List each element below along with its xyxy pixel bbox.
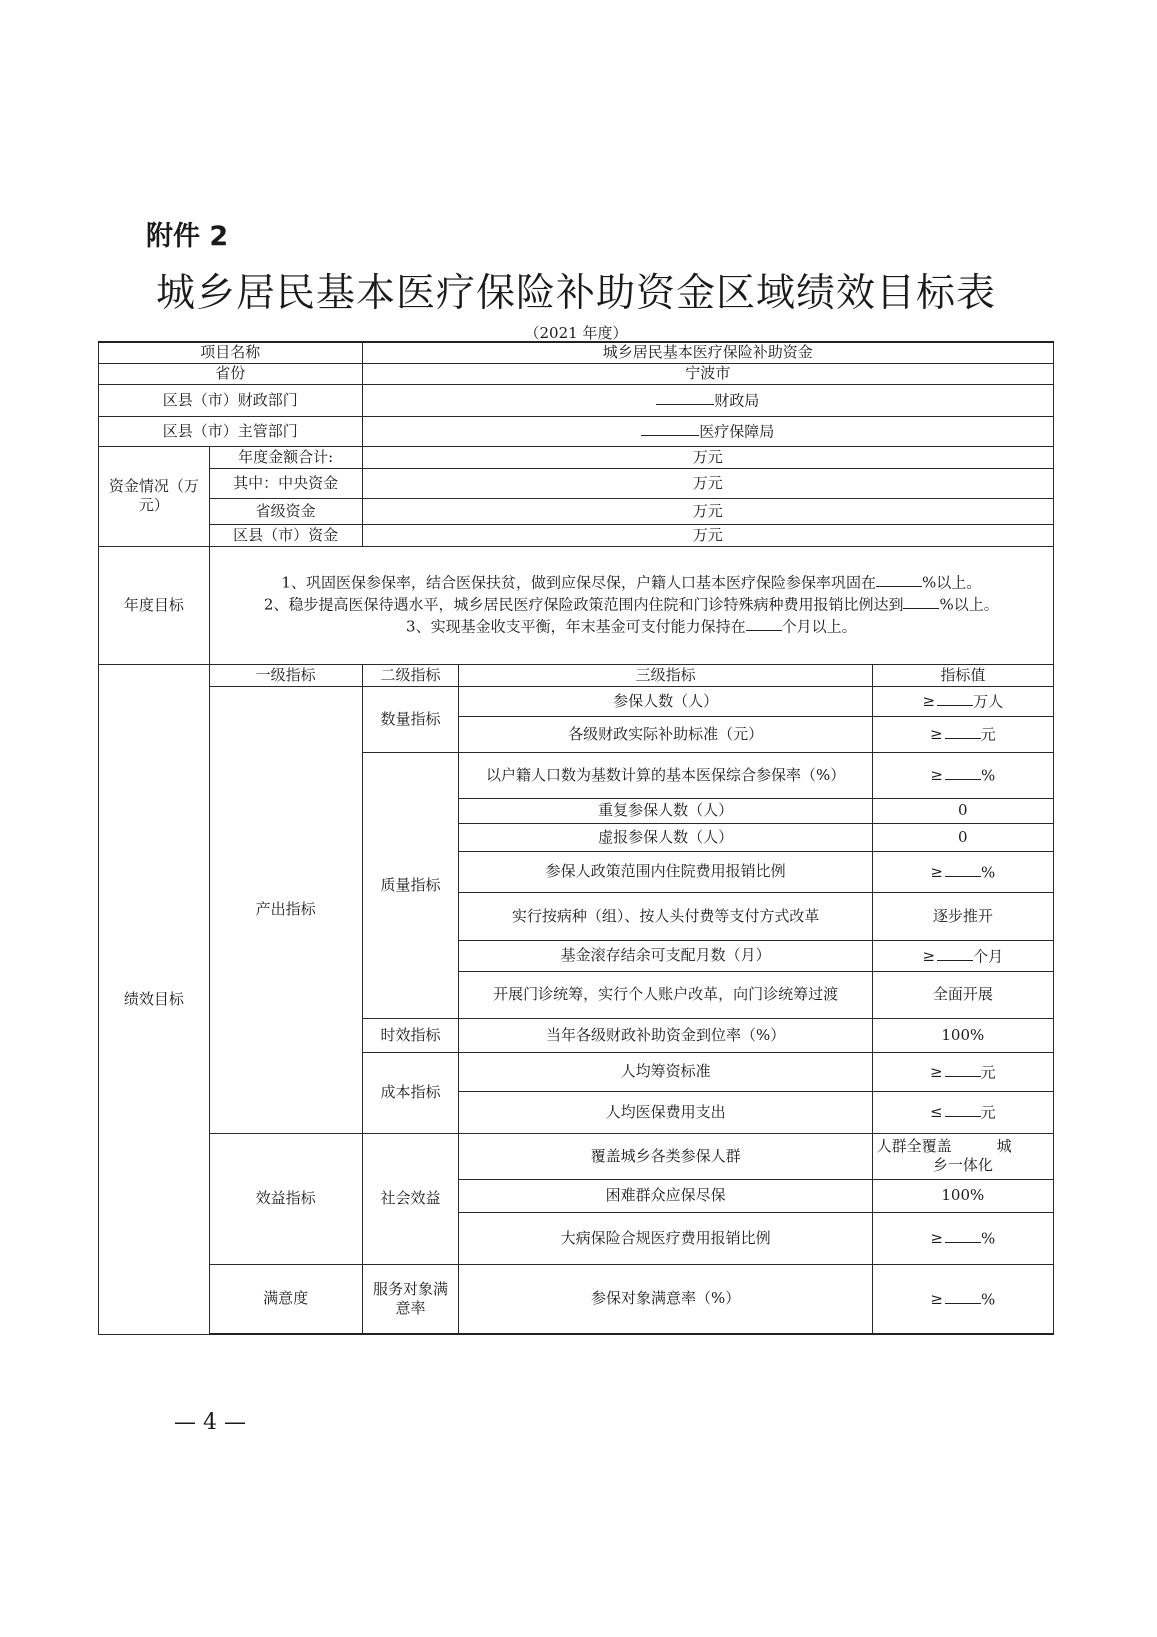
row-annual-goal: [99, 546, 1054, 664]
goal-line-2: [214, 594, 1049, 616]
funds-provincial-value: 万元: [362, 498, 1053, 524]
r4-value: 0: [872, 798, 1053, 823]
r11-unit: 元: [980, 1062, 996, 1081]
funds-central-label: 其中：中央资金: [209, 468, 362, 498]
r13-value: [872, 1133, 1053, 1179]
service-satisfaction-label: 服务对象满意率: [362, 1264, 459, 1334]
r14-value: 100%: [872, 1179, 1053, 1212]
admin-dept-cell: [362, 416, 1053, 446]
quantity-indicator-label: 数量指标: [362, 686, 459, 752]
r3-value: [872, 752, 1053, 798]
ge-symbol: ≥: [930, 766, 943, 785]
province-value: 宁波市: [362, 363, 1053, 384]
goal-line-3: [214, 616, 1049, 638]
r14-name: 困难群众应保尽保: [459, 1179, 872, 1212]
ge-symbol: ≥: [930, 862, 943, 881]
project-name-label: 项目名称: [99, 342, 363, 363]
admin-dept-value: 医疗保障局: [699, 422, 775, 441]
document-title: 城乡居民基本医疗保险补助资金区域绩效目标表: [155, 271, 996, 316]
r12-unit: 元: [980, 1103, 996, 1122]
r15-name: 大病保险合规医疗费用报销比例: [459, 1212, 872, 1264]
r2-value: [872, 716, 1053, 752]
blank-line: [746, 616, 782, 631]
admin-dept-label: 区县（市）主管部门: [99, 416, 363, 446]
row-admin-dept: [99, 416, 1054, 446]
goal-3-suffix: 个月以上。: [781, 617, 857, 636]
r15-unit: %: [980, 1229, 996, 1248]
r11-value: [872, 1052, 1053, 1091]
row-finance-dept: [99, 384, 1054, 416]
r1-value: [872, 686, 1053, 716]
blank-line: [937, 691, 973, 706]
r10-name: 当年各级财政补助资金到位率（%）: [459, 1018, 872, 1052]
header-level3: 三级指标: [459, 664, 872, 686]
r3-name: 以户籍人口数为基数计算的基本医保综合参保率（%）: [459, 752, 872, 798]
year-note: （2021 年度）: [524, 324, 628, 342]
funds-county-label: 区县（市）资金: [209, 524, 362, 546]
output-indicator-label: 产出指标: [209, 686, 362, 1133]
r12-name: 人均医保费用支出: [459, 1091, 872, 1133]
r12-value: [872, 1091, 1053, 1133]
performance-target-table: [98, 341, 1054, 1335]
r2-unit: 元: [980, 725, 996, 744]
funds-label: 资金情况（万元）: [99, 446, 210, 546]
ge-symbol: ≥: [922, 946, 936, 965]
goal-2-text: 2、稳步提高医保待遇水平，城乡居民医疗保险政策范围内住院和门诊特殊病种费用报销比例达到: [263, 595, 904, 614]
blank-line: [656, 390, 714, 405]
performance-label: 绩效目标: [99, 664, 210, 1334]
project-name-value: 城乡居民基本医疗保险补助资金: [362, 342, 1053, 363]
row-province: [99, 363, 1054, 384]
row-project-name: [99, 342, 1054, 363]
blank-line: [945, 1102, 981, 1117]
blank-line: [945, 1062, 981, 1077]
annual-goal-text: [209, 546, 1053, 664]
row-funds-county: [99, 524, 1054, 546]
funds-central-value: 万元: [362, 468, 1053, 498]
timeliness-indicator-label: 时效指标: [362, 1018, 459, 1052]
row-r13: [99, 1133, 1054, 1179]
r3-unit: %: [980, 766, 996, 785]
r10-value: 100%: [872, 1018, 1053, 1052]
r7-value: 逐步推开: [872, 892, 1053, 940]
r7-name: 实行按病种（组）、按人头付费等支付方式改革: [459, 892, 872, 940]
r16-value: [872, 1264, 1053, 1334]
r13-name: 覆盖城乡各类参保人群: [459, 1133, 872, 1179]
r6-name: 参保人政策范围内住院费用报销比例: [459, 851, 872, 892]
blank-line: [945, 1228, 981, 1243]
province-label: 省份: [99, 363, 363, 384]
r5-name: 虚报参保人数（人）: [459, 823, 872, 851]
row-funds-total: [99, 446, 1054, 468]
r16-unit: %: [980, 1290, 996, 1308]
finance-dept-label: 区县（市）财政部门: [99, 384, 363, 416]
goal-3-text: 3、实现基金收支平衡，年末基金可支付能力保持在: [406, 617, 746, 636]
goal-line-1: [214, 572, 1049, 594]
ge-symbol: ≥: [930, 1229, 943, 1248]
funds-total-label: 年度金额合计:: [209, 446, 362, 468]
r15-value: [872, 1212, 1053, 1264]
funds-county-value: 万元: [362, 524, 1053, 546]
goal-1-text: 1、巩固医保参保率，结合医保扶贫，做到应保尽保，户籍人口基本医疗保险参保率巩固在: [281, 573, 876, 592]
funds-total-value: 万元: [362, 446, 1053, 468]
benefit-indicator-label: 效益指标: [209, 1133, 362, 1264]
ge-symbol: ≥: [930, 1062, 943, 1081]
ge-symbol: ≥: [922, 692, 936, 711]
page-number: — 4 —: [174, 1410, 246, 1435]
row-indicator-header: [99, 664, 1054, 686]
r2-name: 各级财政实际补助标准（元）: [459, 716, 872, 752]
row-funds-central: [99, 468, 1054, 498]
r8-name: 基金滚存结余可支配月数（月）: [459, 940, 872, 971]
row-funds-provincial: [99, 498, 1054, 524]
blank-line: [937, 946, 973, 961]
r16-name: 参保对象满意率（%）: [459, 1264, 872, 1334]
r1-name: 参保人数（人）: [459, 686, 872, 716]
goal-2-suffix: %以上。: [939, 595, 999, 614]
header-level2: 二级指标: [362, 664, 459, 686]
r5-value: 0: [872, 823, 1053, 851]
blank-line: [641, 421, 699, 436]
social-benefit-label: 社会效益: [362, 1133, 459, 1264]
row-r1: [99, 686, 1054, 716]
r13-value-line1: 人群全覆盖 城: [876, 1137, 1012, 1156]
annual-goal-label: 年度目标: [99, 546, 210, 664]
ge-symbol: ≥: [930, 1290, 943, 1308]
satisfaction-indicator-label: 满意度: [209, 1264, 362, 1334]
header-level1: 一级指标: [209, 664, 362, 686]
row-r16: [99, 1264, 1054, 1334]
r13-value-line2: 乡一体化: [932, 1156, 993, 1174]
r8-value: [872, 940, 1053, 971]
attachment-label: 附件 2: [146, 221, 229, 252]
blank-line: [945, 765, 981, 780]
cost-indicator-label: 成本指标: [362, 1052, 459, 1133]
finance-dept-cell: [362, 384, 1053, 416]
blank-line: [945, 724, 981, 739]
r9-value: 全面开展: [872, 971, 1053, 1018]
quality-indicator-label: 质量指标: [362, 752, 459, 1018]
blank-line: [903, 594, 939, 609]
r1-unit: 万人: [973, 692, 1004, 711]
r4-name: 重复参保人数（人）: [459, 798, 872, 823]
blank-line: [876, 572, 922, 587]
header-value: 指标值: [872, 664, 1053, 686]
ge-symbol: ≥: [930, 725, 943, 744]
le-symbol: ≤: [930, 1103, 943, 1122]
funds-provincial-label: 省级资金: [209, 498, 362, 524]
r9-name: 开展门诊统筹，实行个人账户改革，向门诊统筹过渡: [459, 971, 872, 1018]
r6-value: [872, 851, 1053, 892]
blank-line: [945, 862, 981, 877]
r8-unit: 个月: [973, 946, 1004, 965]
r11-name: 人均筹资标准: [459, 1052, 872, 1091]
blank-line: [945, 1289, 981, 1304]
goal-1-suffix: %以上。: [921, 573, 982, 592]
r6-unit: %: [980, 862, 996, 881]
finance-dept-value: 财政局: [714, 391, 760, 410]
